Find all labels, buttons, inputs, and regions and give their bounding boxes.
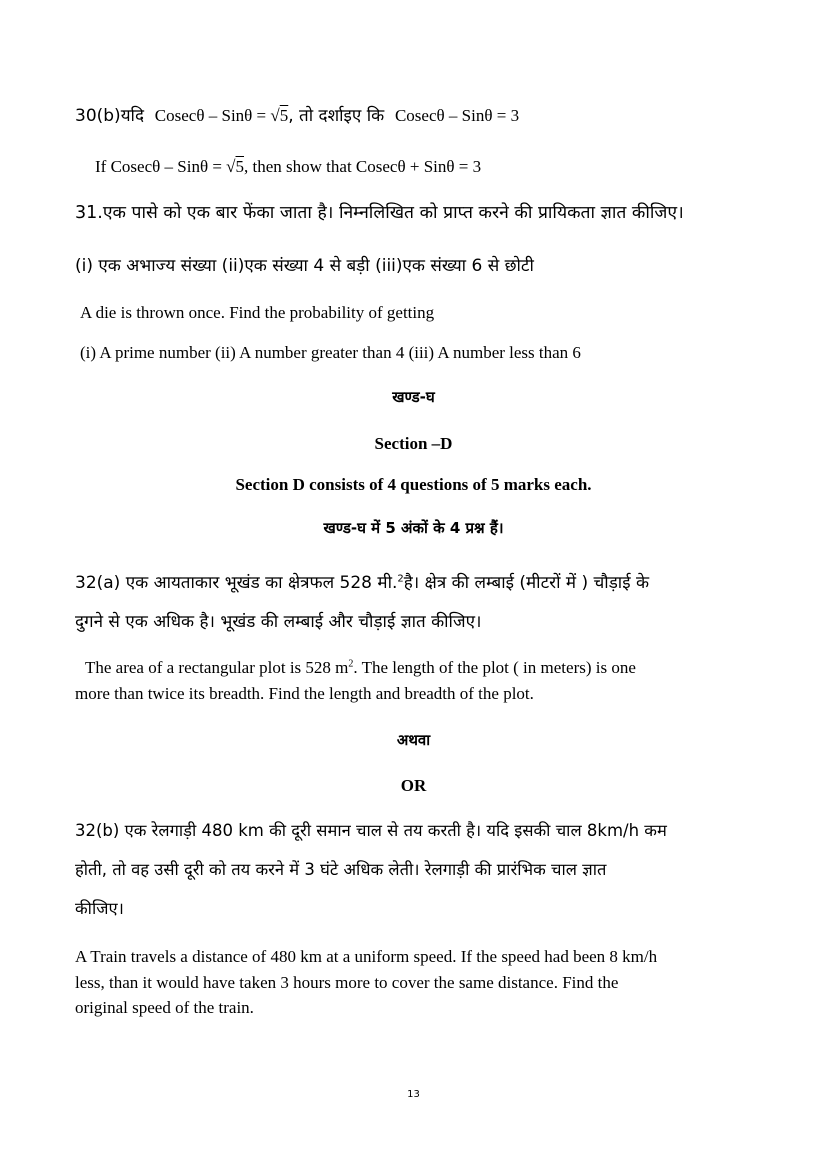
q32a-en-superscript: 2 [348, 658, 354, 670]
q30b-en-prefix: If Cosecθ – Sinθ = [95, 157, 227, 176]
page-number: 13 [407, 1089, 420, 1100]
q30b-condition-expr: Cosecθ – Sinθ = [154, 106, 271, 125]
q31-en-question: A die is thrown once. Find the probability of getting [80, 303, 435, 322]
section-hindi-title: खण्ड-घ [392, 388, 435, 406]
q32a-hindi-line-1a: 32(a) एक आयताकार भूखंड का क्षेत्रफल 528 मी. [75, 573, 398, 593]
q31-en-parts: (i) A prime number (ii) A number greater than 4 (iii) A number less than 6 [80, 343, 581, 362]
q32a-hindi-line-1 [75, 573, 649, 593]
q32a-en-line-1a: The area of a rectangular plot is 528 m [85, 658, 349, 677]
sqrt-symbol-en: √ [226, 157, 236, 176]
section-hindi-desc: खण्ड-घ में 5 अंकों के 4 प्रश्न हैं। [323, 519, 504, 537]
q32a-hindi-line-1b: है। क्षेत्र की लम्बाई (मीटरों में ) चौड़ाई के [403, 573, 650, 593]
sqrt-value: 5 [279, 106, 289, 125]
q32b-hindi-line-2: होती, तो वह उसी दूरी को तय करने में 3 घंटे अधिक लेती। रेलगाड़ी की प्रारंभिक चाल ज्ञात [75, 860, 607, 879]
q30b-show-expr: Cosecθ – Sinθ = 3 [394, 106, 520, 125]
q30b-english-line [95, 157, 481, 177]
section-en-desc: Section D consists of 4 questions of 5 marks each. [235, 475, 592, 494]
sqrt-value-en: 5 [235, 157, 245, 176]
q30b-hindi-mid: , तो दर्शाइए कि [288, 106, 385, 126]
or-hindi: अथवा [396, 731, 431, 749]
q30b-hindi-line [75, 106, 519, 126]
q32b-en-line-2: less, than it would have taken 3 hours more to cover the same distance. Find the [75, 973, 619, 992]
q32b-en-line-1: A Train travels a distance of 480 km at a uniform speed. If the speed had been 8 km/h [75, 947, 658, 966]
q32a-en-line-1b: . The length of the plot ( in meters) is one [353, 658, 636, 677]
q32b-hindi-line-1: 32(b) एक रेलगाड़ी 480 km की दूरी समान चाल से तय करती है। यदि इसकी चाल 8km/h कम [75, 821, 667, 840]
sqrt-symbol: √ [270, 106, 280, 125]
section-en-title: Section –D [374, 434, 453, 453]
q32a-en-line-2: more than twice its breadth. Find the length and breadth of the plot. [75, 684, 534, 703]
q31-hindi-question: 31.एक पासे को एक बार फेंका जाता है। निम्नलिखित को प्राप्त करने की प्रायिकता ज्ञात कीजिए। [75, 203, 684, 223]
q30b-en-rest: , then show that Cosecθ + Sinθ = 3 [244, 157, 482, 176]
q32b-hindi-line-3: कीजिए। [75, 899, 124, 918]
or-english: OR [400, 776, 427, 795]
q32a-hindi-superscript: 2 [397, 573, 404, 585]
q31-hindi-parts: (i) एक अभाज्य संख्या (ii)एक संख्या 4 से बड़ी (iii)एक संख्या 6 से छोटी [75, 256, 534, 276]
q30b-hindi-prefix: 30(b)यदि [75, 106, 144, 126]
q32a-en-line-1 [85, 658, 636, 678]
q32a-hindi-line-2: दुगने से एक अधिक है। भूखंड की लम्बाई और चौड़ाई ज्ञात कीजिए। [75, 612, 482, 632]
q32b-en-line-3: original speed of the train. [75, 998, 254, 1017]
